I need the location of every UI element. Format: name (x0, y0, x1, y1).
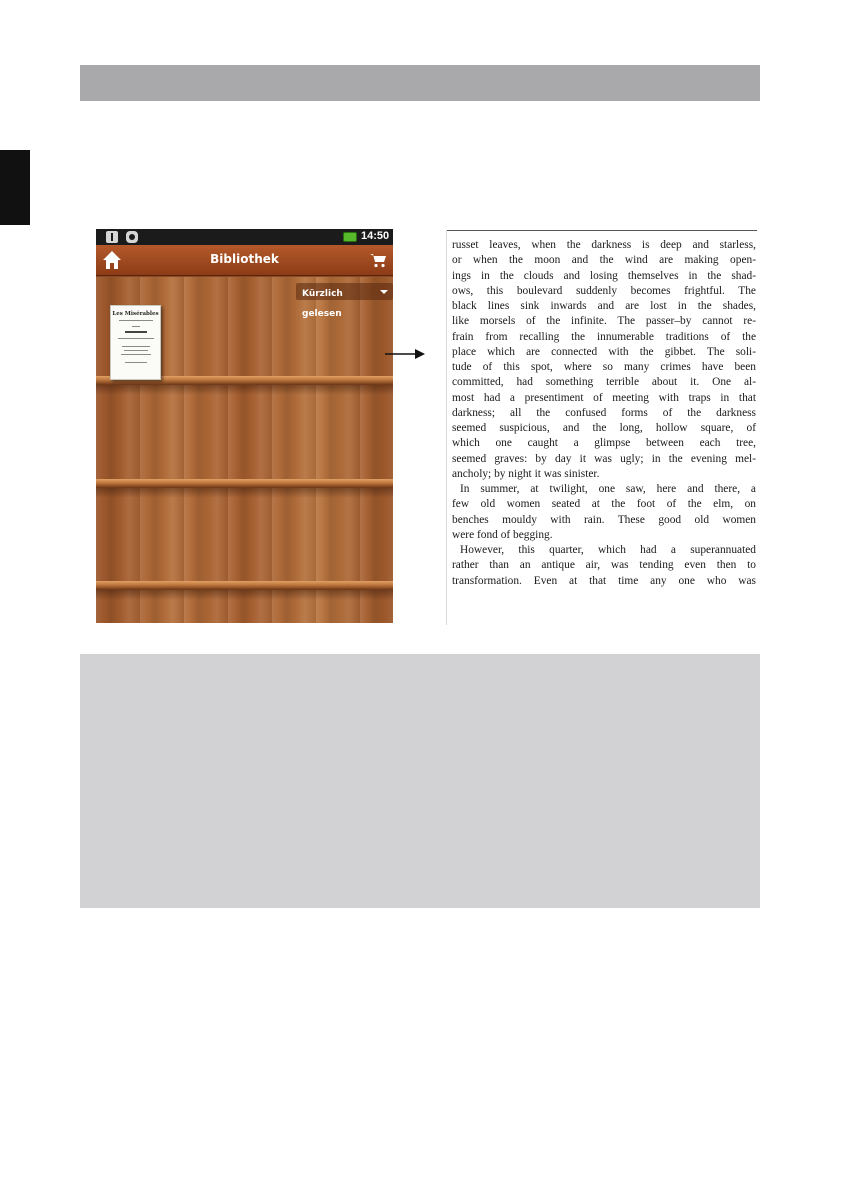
reading-page-edge (446, 230, 447, 625)
info-panel (80, 654, 760, 908)
text-line: place which are connected with the gibbet. The soli- (452, 345, 756, 358)
text-line: were fond of begging. (452, 528, 553, 541)
text-line: In summer, at twilight, one saw, here and there, a (460, 483, 756, 495)
usb-icon (106, 231, 118, 243)
app-title: Bibliothek (210, 252, 279, 266)
cover-text-line (124, 350, 148, 351)
text-line: seemed suspicious, and the long, hollow square, of (452, 422, 756, 434)
app-bar (96, 245, 393, 276)
sd-card-icon (126, 231, 138, 243)
text-line: few old women seated at the foot of the elm, on (452, 498, 756, 511)
cover-text-line (122, 346, 150, 347)
cover-text-line (125, 362, 147, 363)
text-line: darkness; all the confused forms of the darkness (452, 406, 756, 419)
battery-icon (343, 232, 357, 242)
text-line: or when the moon and the wind are making open- (452, 254, 756, 267)
status-bar (96, 229, 393, 245)
cover-text-line (125, 331, 147, 333)
text-line: rather than an antique air, was tending even then to (452, 559, 756, 572)
bookshelf (96, 277, 393, 623)
cover-text-line (132, 326, 140, 327)
reading-page-top-rule (446, 230, 757, 231)
text-line: ings in the clouds and losing themselves in the shad- (452, 269, 756, 282)
sort-dropdown[interactable] (296, 283, 393, 319)
book-cover-title: Les Misérables (112, 311, 159, 317)
cover-text-line (119, 320, 153, 321)
text-line: committed, had something terrible about it. One al- (452, 376, 756, 389)
library-screenshot (96, 229, 393, 623)
sort-selected-label: Kürzlich gelesen (302, 289, 343, 319)
section-header-bar (80, 65, 760, 101)
book-cover[interactable] (110, 305, 161, 380)
text-line: tude of this spot, where so many crimes have been (452, 361, 756, 373)
text-line: benches mouldy with rain. These good old women (452, 513, 756, 526)
cover-text-line (121, 354, 151, 355)
text-line: ancholy; by night it was sinister. (452, 467, 600, 480)
shelf-plank (96, 479, 393, 488)
text-line: black lines sink inwards and are lost in the shades, (452, 300, 756, 312)
text-line: seemed graves: by day it was ugly; in the evening mel- (452, 452, 756, 465)
arrow-right-icon (385, 348, 425, 360)
chevron-down-icon (380, 290, 388, 294)
cover-text-line (118, 338, 154, 339)
status-time: 14:50 (361, 230, 390, 242)
reading-page (452, 238, 756, 589)
text-line: However, this quarter, which had a superannuated (460, 544, 756, 556)
text-line: frain from recalling the innumerable traditions of the (452, 330, 756, 343)
chapter-side-tab (0, 150, 30, 225)
text-line: russet leaves, when the darkness is deep and starless, (452, 239, 756, 251)
text-line: ows, this boulevard suddenly becomes frightful. The (452, 284, 756, 297)
text-line: which one caught a glimpse between each tree, (452, 437, 756, 450)
text-line: transformation. Even at that time any one who was (452, 574, 756, 587)
text-line: most had a presentiment of meeting with traps in that (452, 391, 756, 404)
shopping-cart-icon[interactable] (369, 251, 387, 269)
shelf-plank (96, 581, 393, 590)
text-line: like morsels of the infinite. The passer–by cannot re- (452, 315, 756, 328)
